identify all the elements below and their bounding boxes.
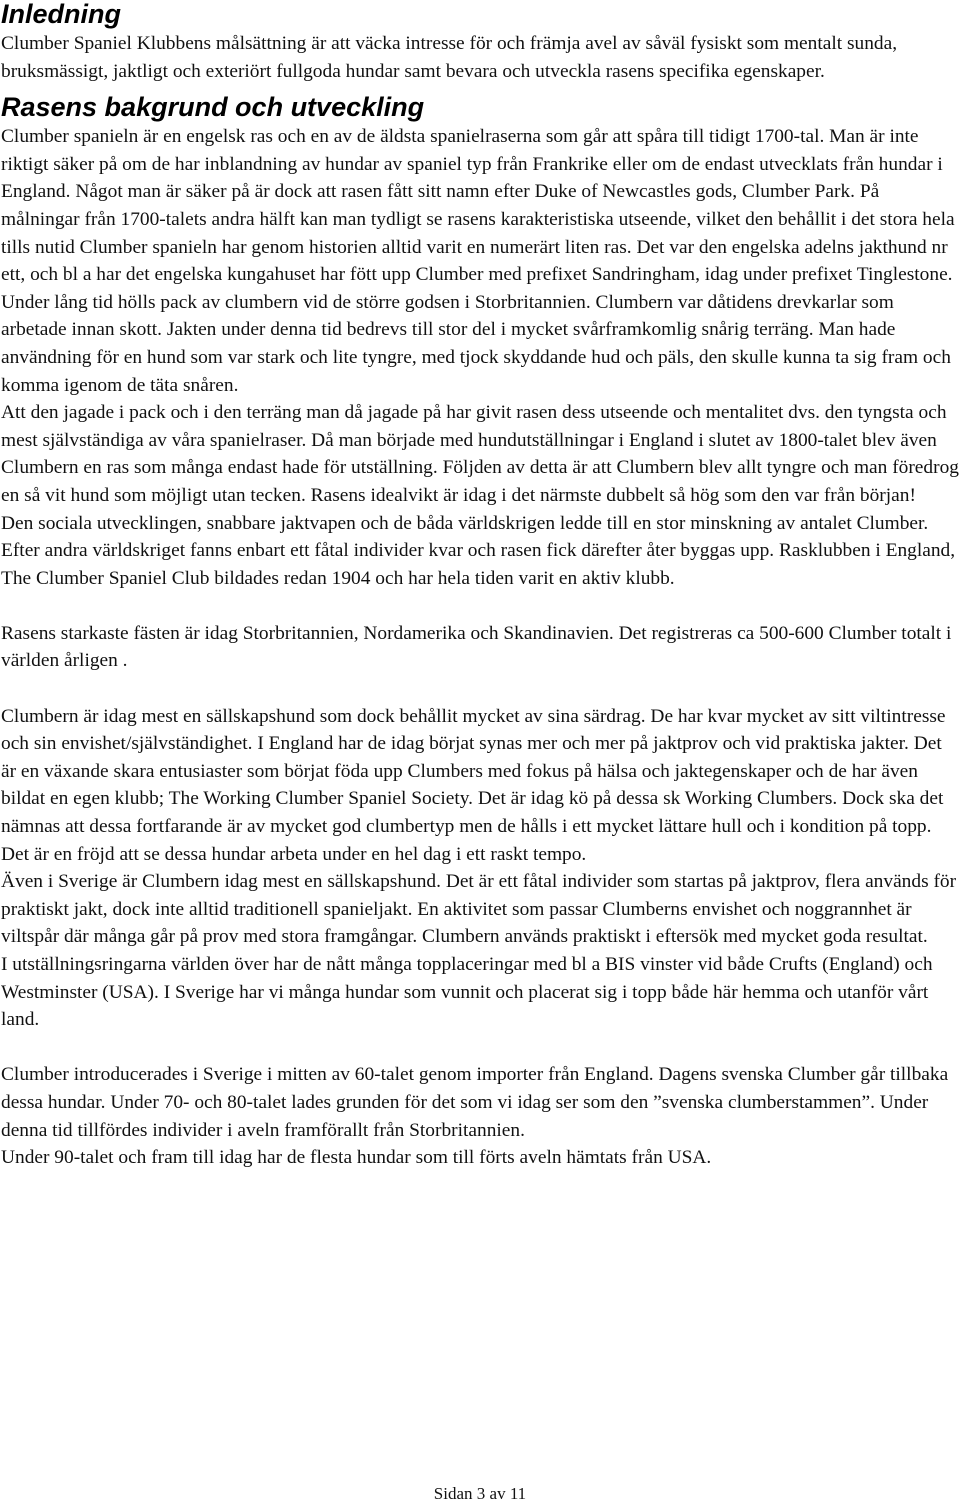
paragraph-90s-imports: Under 90-talet och fram till idag har de flesta hundar som till förts aveln hämtats från USA. (1, 1147, 712, 1169)
paragraph-show-rings: I utställningsringarna världen över har de nått många topplaceringar med bl a BIS vinster vid både Crufts (England) och Westminster (USA). I Sverige har vi många hundar som vunnit och placerat sig i topp både här hemma och utanför vårt land. (1, 954, 933, 1031)
paragraph-sweden-use: Även i Sverige är Clumbern idag mest en sällskapshund. Det är ett fåtal individer som startas på jaktprov, flera används för praktiskt jakt, dock inte alltid traditionell spanieljakt. En aktivitet som passar Clumberns envishet och noggrannhet är viltspår där många går på prov med stora framgångar. Clumbern används praktiskt i eftersök med mycket goda resultat. (1, 871, 957, 948)
heading-background: Rasens bakgrund och utveckling (1, 92, 425, 123)
paragraph-world-wars: Den sociala utvecklingen, snabbare jaktvapen och de båda världskrigen ledde till en stor minskning av antalet Clumber. Efter andra världskriget fanns enbart ett fåtal individer kvar och rasen fick därefter åter byggas upp. Rasklubben i England, The Clumber Spaniel Club bildades redan 1904 och har hela tiden varit en aktiv klubb. (1, 512, 956, 589)
paragraph-introduction-sweden: Clumber introducerades i Sverige i mitten av 60-talet genom importer från England. Dagens svenska Clumber går tillbaka dessa hundar. Under 70- och 80-talet lades grunden för det som vi idag ser som den ”svenska clumberstammen”. Under denna tid tillfördes individer i aveln framförallt från Storbritannien. (1, 1064, 949, 1141)
paragraph-pack-hunting: Att den jagade i pack och i den terräng man då jagade på har givit rasen dess utseende och mentalitet dvs. den tyngsta och mest självständiga av våra spanielraser. Då man började med hundutställningar i England i slutet av 1800-talet blev även Clumbern en ras som många endast hade för utställning. Följden av detta är att Clumbern blev allt tyngre och man föredrog en så vit hund som möjligt utan tecken. Rasens idealvikt är idag i det närmste dubbelt så hög som den var från början! (1, 402, 959, 506)
page-number-footer: Sidan 3 av 11 (433, 1484, 527, 1503)
paragraph-strongholds: Rasens starkaste fästen är idag Storbritannien, Nordamerika och Skandinavien. Det registreras ca 500-600 Clumber totalt i världen årligen . (1, 622, 952, 672)
paragraph-history: Clumber spanieln är en engelsk ras och en av de äldsta spanielraserna som går att spåra till tidigt 1700-tal. Man är inte riktigt säker på om de har inblandning av hundar av spaniel typ från Frankrike eller om de endast utvecklats från hundar i England. Något man är säker på är dock att rasen fått sitt namn efter Duke of Newcastles gods, Clumber Park. På målningar från 1700-talets andra hälft kan man tydligt se rasens karakteristiska utseende, vilket den behållit i det stora hela tills nutid Clumber spanieln har genom historien alltid varit en numerärt liten ras. Det var den engelska adelns jakthund nr ett, och bl a har det engelska kungahuset har fött upp Clumber med prefixet Sandringham, idag under prefixet Tinglestone. Under lång tid hölls pack av clumbern vid de större godsen i Storbritannien. Clumbern var dåtidens drevkarlar som arbetade innan skott. Jakten under denna tid bedrevs till stor del i mycket svårframkomlig snårig terräng. Man hade användning för en hund som var stark och lite tyngre, med tjock skyddande hud och päls, den skulle kunna ta sig fram och komma igenom de täta snåren. (1, 126, 955, 396)
heading-intro: Inledning (1, 0, 121, 29)
paragraph-companion-dog: Clumbern är idag mest en sällskapshund som dock behållit mycket av sina särdrag. De har kvar mycket av sitt viltintresse och sin envishet/självständighet. I England har de idag börjat synas mer och mer på jaktprov och vid praktiska jakter. Det är en växande skara entusiaster som börjat föda upp Clumbers med fokus på hälsa och jaktegenskaper och de har även bildat en egen klubb; The Working Clumber Spaniel Society. Det är idag kö på dessa sk Working Clumbers. Dock ska det nämnas att dessa fortfarande är av mycket god clumbertyp men de hålls i ett mycket lättare hull och i kondition på topp. Det är en fröjd att se dessa hundar arbeta under en hel dag i ett raskt tempo. (1, 705, 946, 865)
paragraph-intro: Clumber Spaniel Klubbens målsättning är att väcka intresse för och främja avel av såväl fysiskt som mentalt sunda, bruksmässigt, jaktligt och exteriört fullgoda hundar samt bevara och utveckla rasens specifika egenskaper. (1, 33, 898, 82)
